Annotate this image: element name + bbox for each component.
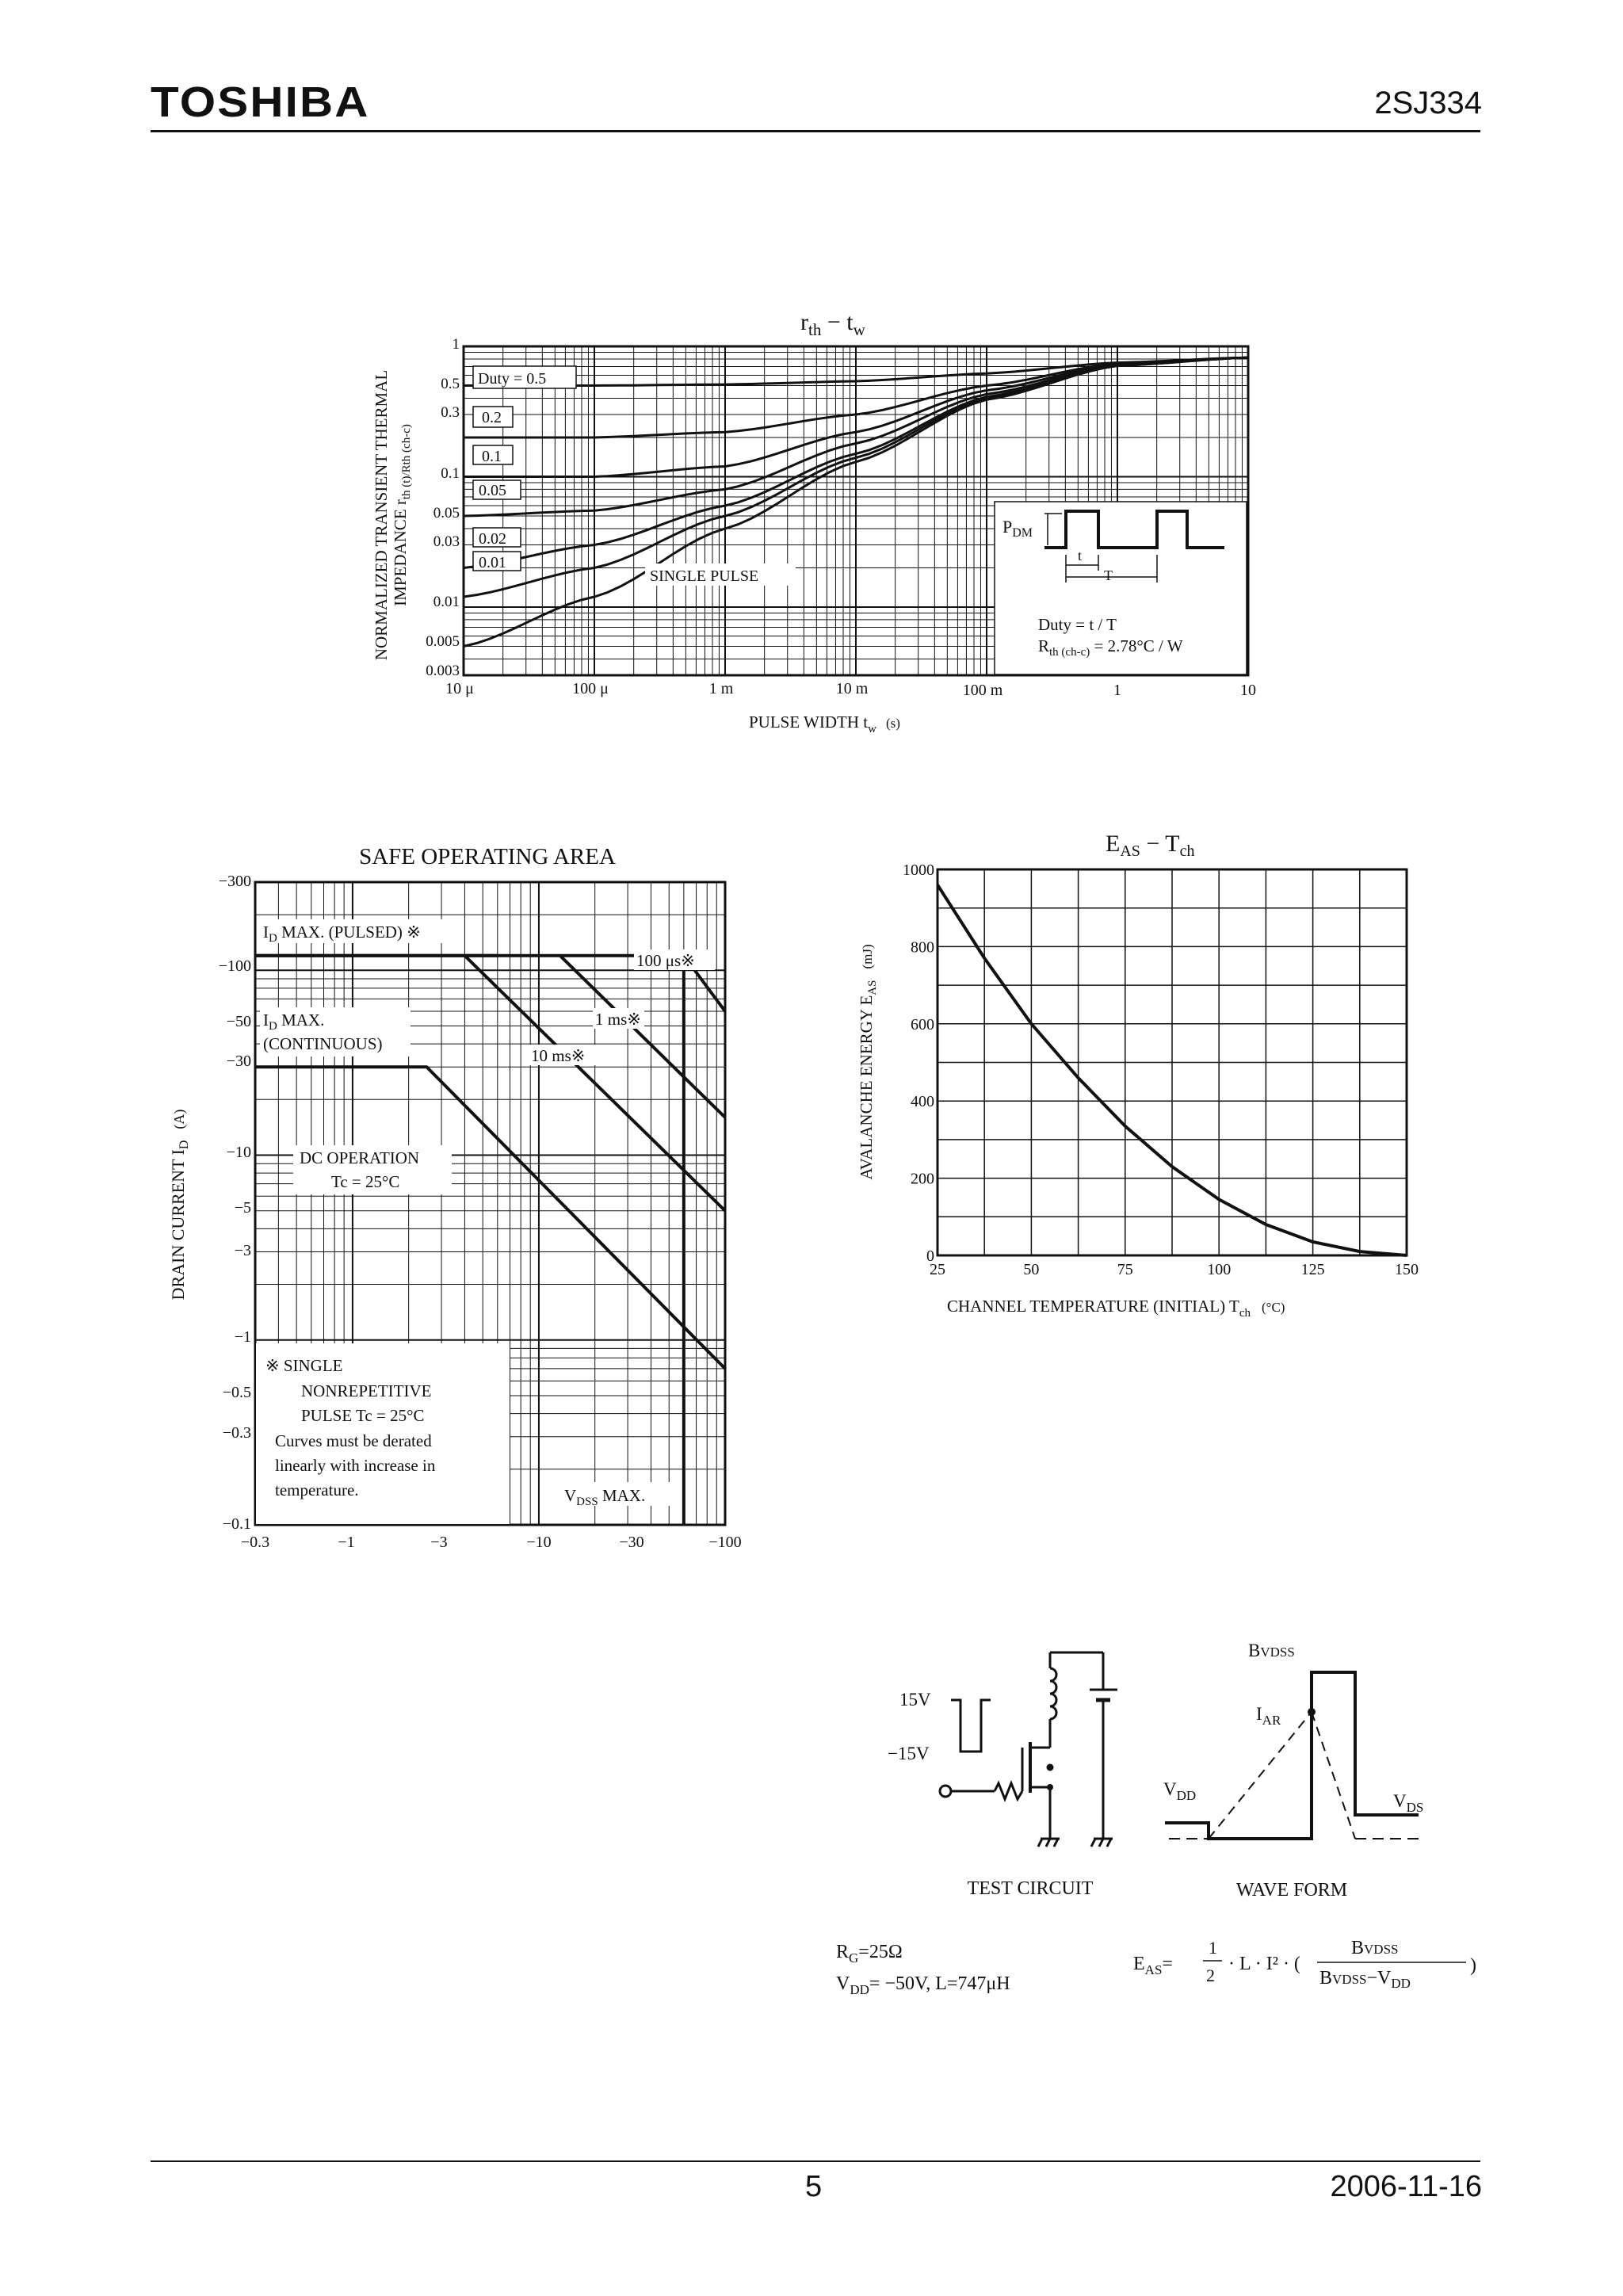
- current-ramp-up: [1209, 1712, 1312, 1839]
- soa-ytick: −0.3: [222, 1424, 251, 1442]
- svg-text:NORMALIZED TRANSIENT THERMAL: NORMALIZED TRANSIENT THERMAL: [372, 369, 391, 661]
- id-pulsed-label: $I_D$ MAX. (PULSED) ※: [263, 923, 421, 945]
- dc-operation-label: DC OPERATION: [300, 1148, 420, 1167]
- eas-xlabel: CHANNEL TEMPERATURE (INITIAL) $T_{ch}$ $^{(^\circ C)}$: [947, 1297, 1285, 1320]
- rth-xtick: 1: [1113, 682, 1121, 699]
- document-date: 2006-11-16: [1330, 2170, 1482, 2203]
- inductor: [1050, 1668, 1056, 1719]
- label-1ms: 1 ms※: [595, 1010, 641, 1029]
- rth-ytick: 0.05: [433, 505, 460, 521]
- formula-mid: · L · I² · (: [1228, 1954, 1300, 1974]
- eas-grid: [938, 869, 1407, 1255]
- wave-trace: [1165, 1672, 1419, 1839]
- rth-ylabel: [372, 370, 413, 660]
- eas-formula: [1133, 1938, 1476, 1991]
- eas-xtick: 150: [1395, 1261, 1419, 1278]
- soa-yticks: [219, 873, 251, 1533]
- eas-chart: [857, 831, 1419, 1320]
- eas-ylabel: [857, 944, 879, 1179]
- rth-ytick: 0.5: [441, 376, 460, 392]
- pdm-label: $P_{DM}$: [1002, 517, 1033, 540]
- waveform-caption: WAVE FORM: [1235, 1880, 1348, 1901]
- soa-xtick: −0.3: [240, 1534, 270, 1551]
- part-number: 2SJ334: [1374, 86, 1482, 120]
- rth-xtick: 10: [1240, 682, 1256, 699]
- rth-xtick: 1 m: [708, 680, 734, 697]
- gate-terminal: [940, 1786, 951, 1797]
- note-derated: Curves must be derated: [275, 1431, 432, 1450]
- eas-title: $E_{AS} - T_{ch}$: [1106, 831, 1195, 860]
- frac-den: 2: [1206, 1966, 1215, 1985]
- soa-ytick: −1: [234, 1328, 251, 1346]
- id-cont-label-2: (CONTINUOUS): [263, 1034, 383, 1053]
- soa-ytick: −10: [226, 1144, 251, 1161]
- rth-ytick: 0.03: [433, 533, 460, 550]
- waveform: [1165, 1672, 1419, 1839]
- id-cont-label: $I_D$ MAX.: [263, 1010, 325, 1033]
- eas-xtick: 25: [930, 1261, 945, 1278]
- svg-text:AVALANCHE ENERGY EAS(mJ): AVALANCHE ENERGY $E_{AS}^{(mJ)}$: [857, 944, 879, 1180]
- duty-formula: Duty = t / T: [1038, 615, 1117, 634]
- eas-xtick: 50: [1023, 1261, 1040, 1278]
- soa-annotations: [256, 919, 715, 1524]
- dc-tc-label: Tc = 25°C: [331, 1172, 400, 1191]
- rth-label-02: 0.2: [482, 409, 502, 426]
- soa-ytick: −3: [234, 1242, 251, 1259]
- rth-ytick: 0.01: [433, 594, 460, 610]
- rth-label-single: SINGLE PULSE: [650, 567, 759, 585]
- T-label: T: [1104, 567, 1113, 583]
- rth-xtick: 10 m: [835, 680, 869, 697]
- soa-chart: [168, 844, 742, 1551]
- rth-label-01: 0.1: [482, 448, 502, 465]
- soa-ytick: −50: [226, 1013, 251, 1030]
- soa-ytick: −0.5: [222, 1384, 251, 1401]
- label-100us: 100 μs※: [636, 951, 695, 970]
- note-nonrepetitive: NONREPETITIVE: [301, 1381, 432, 1400]
- vds-label: $V_{DS}$: [1393, 1791, 1424, 1815]
- soa-title: SAFE OPERATING AREA: [359, 844, 616, 869]
- page-number: 5: [805, 2170, 823, 2203]
- eas-xtick: 75: [1117, 1261, 1133, 1278]
- label-10ms: 10 ms※: [531, 1046, 586, 1065]
- svg-text:IMPEDANCE rth (t)/Rth (ch-c): IMPEDANCE $r_{th (t)/R}th$ (ch-c): [391, 424, 413, 606]
- gate-pulse: [951, 1700, 991, 1752]
- soa-series-line: [255, 1067, 725, 1369]
- rth-yticks: [426, 336, 460, 679]
- rth-label-001: 0.01: [479, 554, 506, 571]
- rth-chart: [372, 309, 1256, 735]
- bv-numerator: BVDSS: [1351, 1938, 1399, 1958]
- eas-yticks: [903, 861, 934, 1265]
- note-linearly: linearly with increase in: [275, 1456, 436, 1475]
- soa-ytick: −100: [218, 957, 251, 975]
- rth-inset: [995, 502, 1247, 674]
- t-label: t: [1078, 548, 1083, 563]
- eas-xticks: [930, 1261, 1419, 1278]
- bvdss-label: BVDSS: [1248, 1641, 1295, 1660]
- rth-ytick: 0.005: [426, 633, 460, 650]
- soa-xticks: [241, 1534, 742, 1551]
- rth-xtick: 10 μ: [445, 680, 474, 697]
- soa-xtick: −30: [619, 1534, 644, 1551]
- v-low-label: −15V: [888, 1744, 930, 1763]
- v-high-label: 15V: [899, 1690, 931, 1710]
- test-circuit-caption: TEST CIRCUIT: [967, 1878, 1094, 1899]
- eas-ytick: 0: [926, 1247, 934, 1265]
- iar-label: $I_{AR}$: [1256, 1704, 1281, 1728]
- current-ramp-down: [1312, 1712, 1355, 1839]
- waveform-labels: [1163, 1641, 1423, 1815]
- rth-label-002: 0.02: [479, 530, 506, 548]
- gate-resistor: [995, 1783, 1022, 1799]
- eas-ytick: 800: [911, 938, 934, 957]
- bv-denominator: $BVDSS-V_{DD}$: [1319, 1968, 1411, 1991]
- rth-ytick: 0.003: [426, 663, 460, 679]
- note-single: ※ SINGLE: [265, 1356, 343, 1375]
- soa-xtick: −3: [430, 1534, 448, 1551]
- rth-title: $r_{th} - t_w$: [800, 309, 865, 339]
- vdd-l-value: $V_{DD}= -50V$, L=747μH: [836, 1973, 1010, 1997]
- rth-ytick: 1: [452, 336, 460, 353]
- soa-xtick: −10: [526, 1534, 552, 1551]
- rth-label-duty05: Duty = 0.5: [478, 370, 547, 388]
- eas-xtick: 125: [1300, 1261, 1325, 1278]
- rth-formula: $R_{th (ch-c)} = 2.78^\circ C / W$: [1038, 636, 1183, 659]
- rg-value: $R_G=25\Omega$: [836, 1942, 903, 1966]
- test-circuit: [888, 1652, 1117, 1847]
- rth-xticks: [445, 680, 1256, 699]
- eas-ytick: 400: [911, 1093, 934, 1111]
- frac-num: 1: [1209, 1938, 1217, 1958]
- eas-xtick: 100: [1207, 1261, 1232, 1278]
- soa-ytick: −0.1: [222, 1515, 251, 1533]
- vdss-max-label: $V_{DSS}$ MAX.: [564, 1486, 646, 1508]
- soa-xtick: −1: [338, 1534, 355, 1551]
- soa-ytick: −5: [234, 1199, 251, 1217]
- note-pulse: PULSE Tc = 25°C: [301, 1406, 425, 1425]
- soa-xtick: −100: [708, 1534, 742, 1551]
- note-temperature: temperature.: [275, 1480, 359, 1499]
- formula-close: ): [1470, 1955, 1476, 1976]
- rth-xtick: 100 μ: [572, 680, 609, 697]
- rth-xtick: 100 m: [962, 682, 1003, 699]
- eas-ytick: 600: [911, 1015, 934, 1033]
- rth-ytick: 0.3: [441, 404, 460, 421]
- soa-ytick: −30: [226, 1052, 251, 1070]
- soa-ylabel: [168, 1110, 191, 1301]
- rth-label-005: 0.05: [479, 482, 506, 499]
- rth-ytick: 0.1: [441, 465, 460, 482]
- vdd-wave-label: $V_{DD}$: [1163, 1779, 1197, 1803]
- svg-text:EAS=: $E_{AS}=$: [1133, 1954, 1173, 1977]
- rth-xlabel: PULSE WIDTH $t_w$ $^{(s)}$: [749, 712, 900, 735]
- eas-ytick: 1000: [903, 861, 934, 879]
- eas-ytick: 200: [911, 1170, 934, 1188]
- soa-ytick: −300: [218, 873, 251, 890]
- svg-text:DRAIN CURRENT ID(A): DRAIN CURRENT $I_D^{(A)}$: [168, 1109, 191, 1301]
- brand-logo: TOSHIBA: [151, 78, 370, 126]
